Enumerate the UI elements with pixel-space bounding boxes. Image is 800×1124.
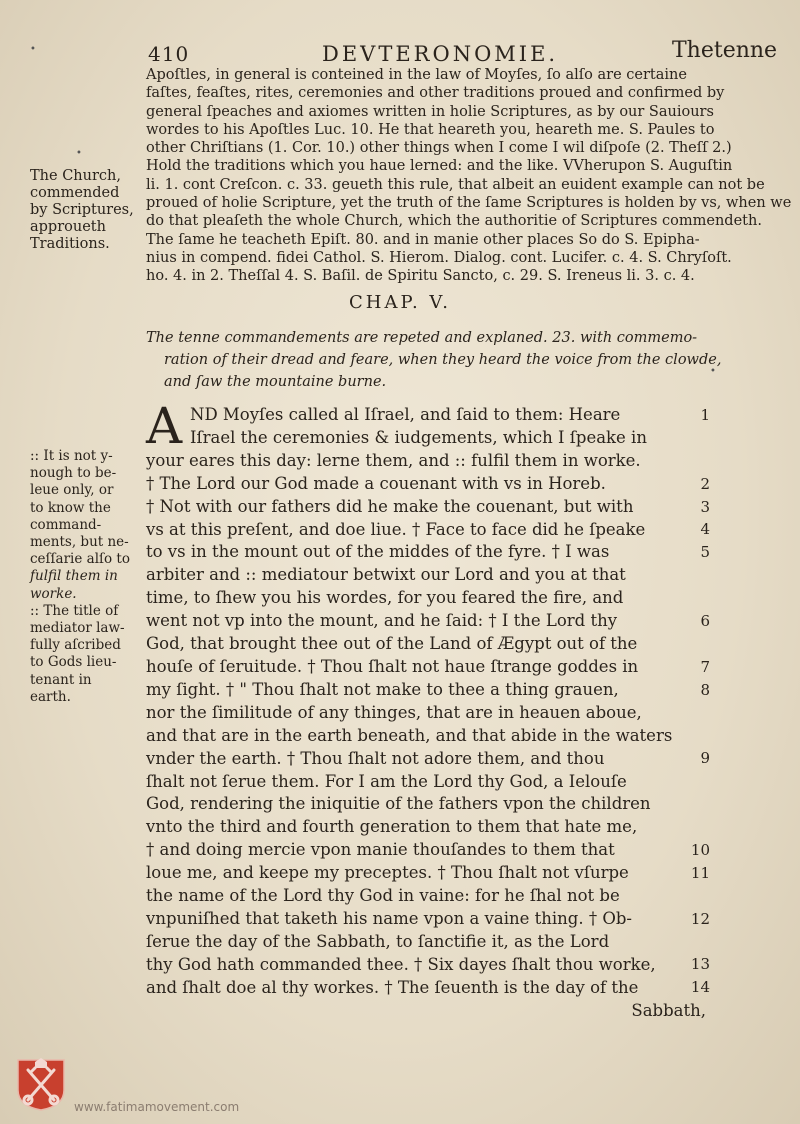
- verse-number: 3: [700, 497, 710, 516]
- margin-note-line: worke.: [30, 585, 77, 602]
- verse-number: 6: [700, 612, 710, 631]
- verse-number: [680, 930, 710, 953]
- verse-number: [680, 702, 710, 725]
- papal-keys-logo-icon: [14, 1056, 68, 1112]
- margin-note-line: to Gods lieu-: [30, 654, 117, 671]
- margin-note-church: [30, 168, 142, 253]
- verse-number: [680, 816, 710, 839]
- argument-line: ration of their dread and feare, when they heard the voice from the clowde,: [164, 352, 722, 368]
- margin-note-line: Traditions.: [30, 236, 110, 252]
- margin-note-line: commended: [30, 185, 120, 201]
- main-text: [146, 397, 706, 1022]
- verse-number: [680, 633, 710, 656]
- text-line: Iſrael the ceremonies & iudgements, which I ſpeake in: [190, 427, 647, 447]
- verse-number: [680, 450, 710, 473]
- text-line: loue me, and keepe my preceptes. † Thou ſhalt not vſurpe: [146, 863, 629, 883]
- text-line: ſhalt not ſerue them. For I am the Lord thy God, a Ielouſe: [146, 771, 627, 791]
- margin-note-line: The Church,: [30, 168, 121, 184]
- margin-note-line: by Scriptures,: [30, 202, 134, 218]
- commentary-line: wordes to his Apoſtles Luc. 10. He that heareth you, heareth me. S. Paules to: [146, 121, 715, 138]
- text-line: ND Moyſes called al Iſrael, and ſaid to them: Heare: [190, 405, 621, 424]
- commentary-line: ho. 4. in 2. Theſſal 4. S. Baſil. de Spiritu Sancto, c. 29. S. Ireneus li. 3. c. 4.: [146, 268, 695, 285]
- verse-number: 14: [690, 978, 710, 997]
- margin-note-line: :: It is not y-: [30, 448, 113, 464]
- verse-number: 5: [700, 543, 710, 562]
- commentary-line: faſtes, feaſtes, rites, ceremonies and other traditions proued and confirmed by: [146, 85, 725, 102]
- running-title: DEVTERONOMIE.: [322, 42, 559, 66]
- text-line: your eares this day: lerne them, and :: fulfil them in worke.: [146, 450, 641, 470]
- verse-number: 8: [700, 680, 710, 699]
- text-line: the name of the Lord thy God in vaine: for he ſhal not be: [146, 886, 620, 906]
- verse-number: [680, 724, 710, 747]
- margin-note-line: nough to be-: [30, 465, 117, 482]
- text-line: and ſhalt doe al thy workes. † The ſeuenth is the day of the: [146, 977, 639, 997]
- commentary-line: Apoſtles, in general is conteined in the law of Moyſes, ſo alſo are certaine: [146, 67, 687, 83]
- verse-number: 11: [690, 863, 710, 882]
- verse-number: 2: [700, 474, 710, 493]
- margin-note-line: fully aſcribed: [30, 637, 121, 654]
- verse-numbers: [680, 404, 710, 1022]
- text-line: nor the ſimilitude of any thinges, that are in heauen aboue,: [146, 702, 642, 722]
- verse-number: 13: [690, 955, 710, 974]
- commentary-line: proued of holie Scripture, yet the truth of the ſame Scriptures is holden by vs, when we: [146, 195, 792, 212]
- commentary-line: Hold the traditions which you haue lerned: and the like. VVherupon S. Auguſtin: [146, 158, 733, 175]
- text-line: God, rendering the iniquitie of the fathers vpon the children: [146, 794, 651, 814]
- chapter-argument: [146, 327, 722, 393]
- commentary-line: The ſame he teacheth Epiſt. 80. and in manie other places So do S. Epipha-: [146, 231, 700, 248]
- ink-speck: •: [710, 366, 716, 377]
- text-line: vs at this preſent, and doe liue. † Face to face did he ſpeake: [146, 519, 646, 539]
- drop-cap: A: [146, 397, 183, 455]
- ink-speck: •: [30, 44, 36, 55]
- text-line: houſe of ſeruitude. † Thou ſhalt not haue ſtrange goddes in: [146, 656, 639, 676]
- chapter-heading: CHAP. V.: [349, 292, 451, 313]
- margin-note-commandments: [30, 448, 142, 706]
- margin-note-line: fulfil them in: [30, 568, 118, 585]
- margin-note-line: to know the: [30, 499, 111, 516]
- verse-number: 4: [700, 520, 710, 539]
- text-line: arbiter and :: mediatour betwixt our Lord and you at that: [146, 565, 626, 585]
- commentary-line: do that pleaſeth the whole Church, which the authoritie of Scriptures commendeth.: [146, 213, 762, 230]
- text-line-catchword: Sabbath,: [631, 1000, 706, 1020]
- commentary-line: li. 1. cont Creſcon. c. 33. geueth this rule, that albeit an euident example can not be: [146, 176, 765, 193]
- text-line: time, to ſhew you his wordes, for you feared the fire, and: [146, 588, 624, 608]
- text-line: and that are in the earth beneath, and that abide in the waters: [146, 725, 673, 745]
- text-line: vnto the third and fourth generation to them that hate me,: [146, 817, 638, 837]
- verse-number: [680, 770, 710, 793]
- text-line: † and doing mercie vpon manie thouſandes to them that: [146, 840, 615, 860]
- verse-number: [680, 793, 710, 816]
- text-line: ſerue the day of the Sabbath, to ſanctifie it, as the Lord: [146, 931, 610, 951]
- page-number: 410: [148, 42, 190, 66]
- margin-note-line: command-: [30, 516, 102, 533]
- text-line: † The Lord our God made a couenant with vs in Horeb.: [146, 473, 606, 493]
- catchword: Thetenne: [672, 38, 778, 63]
- text-line: God, that brought thee out of the Land of Ægypt out of the: [146, 634, 638, 654]
- argument-line: The tenne commandements are repeted and explaned. 23. with commemo-: [146, 330, 698, 346]
- margin-note-line: approueth: [30, 219, 106, 235]
- margin-note-line: ceſſarie alſo to: [30, 551, 130, 568]
- margin-note-line: leue only, or: [30, 482, 114, 499]
- text-line: went not vp into the mount, and he ſaid: † I the Lord thy: [146, 611, 618, 631]
- verse-number: [680, 999, 710, 1022]
- verse-number: [680, 885, 710, 908]
- commentary-line: nius in compend. fidei Cathol. S. Hierom. Dialog. cont. Lucifer. c. 4. S. Chryſoſt.: [146, 249, 732, 266]
- commentary-line: general ſpeaches and axiomes written in holie Scriptures, as by our Sauiours: [146, 103, 714, 120]
- text-line: vnpuniſhed that taketh his name vpon a vaine thing. † Ob-: [146, 908, 633, 928]
- footer-website-link[interactable]: www.fatimamovement.com: [74, 1100, 240, 1114]
- margin-note-line: earth.: [30, 688, 71, 705]
- ink-speck: •: [76, 148, 82, 159]
- text-line: thy God hath commanded thee. † Six dayes ſhalt thou worke,: [146, 954, 656, 974]
- margin-note-line: ments, but ne-: [30, 534, 129, 551]
- text-line: † Not with our fathers did he make the couenant, but with: [146, 496, 634, 516]
- margin-note-line: tenant in: [30, 671, 92, 688]
- verse-number: 9: [700, 749, 710, 768]
- text-line: my ſight. † " Thou ſhalt not make to thee a thing grauen,: [146, 679, 619, 699]
- margin-note-line: mediator law-: [30, 620, 125, 637]
- argument-line: and ſaw the mountaine burne.: [164, 374, 387, 390]
- verse-number: 1: [700, 406, 710, 424]
- commentary-paragraph: [146, 66, 792, 286]
- commentary-line: other Chriſtians (1. Cor. 10.) other things when I come I wil diſpoſe (2. Theſſ 2.): [146, 140, 732, 157]
- verse-number: 7: [700, 657, 710, 676]
- margin-note-line: :: The title of: [30, 602, 119, 619]
- text-line: vnder the earth. † Thou ſhalt not adore them, and thou: [146, 748, 605, 768]
- text-line: to vs in the mount out of the middes of the fyre. † I was: [146, 542, 610, 562]
- verse-number: [680, 587, 710, 610]
- verse-number: [680, 427, 710, 450]
- verse-number: 10: [690, 840, 710, 859]
- verse-number: 12: [690, 909, 710, 928]
- verse-number: [680, 564, 710, 587]
